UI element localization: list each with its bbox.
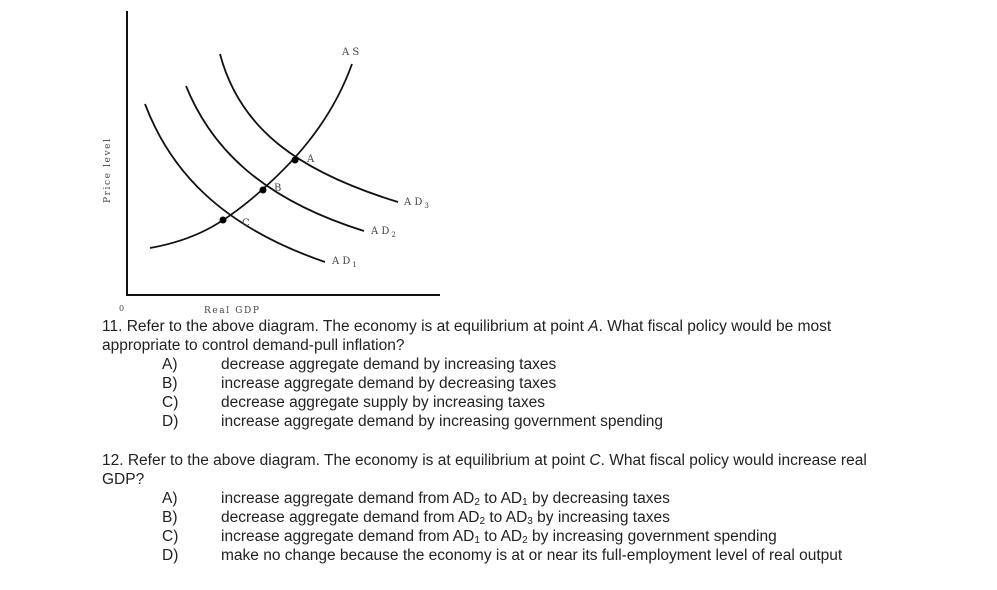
q12-option-c[interactable]: C) increase aggregate demand from $AD_1$ to $AD_2$ by increasing government spending — [162, 528, 777, 546]
ad2-label: A D $_2$ — [371, 226, 396, 239]
q12-option-a[interactable]: A) increase aggregate demand from $AD_2$ to $AD_1$ by decreasing taxes — [162, 490, 670, 508]
as-curve — [150, 64, 352, 248]
q11-option-a[interactable]: A) decrease aggregate demand by increasing taxes — [162, 356, 557, 373]
q12-option-d[interactable]: D) make no change because the economy is at or near its full-employment level of real output — [162, 547, 843, 564]
point-c-dot — [220, 217, 227, 224]
q12-option-b[interactable]: B) decrease aggregate demand from $AD_2$ to $AD_3$ by increasing taxes — [162, 509, 670, 527]
question-11-prompt: 11. Refer to the above diagram. The economy is at equilibrium at point A. What fiscal policy would be most appropriate to control demand-pull inflation? — [102, 318, 832, 354]
ad1-curve — [145, 104, 325, 262]
point-a-dot — [292, 157, 299, 164]
question-12 — [102, 451, 892, 565]
point-c-label: C — [242, 218, 250, 229]
point-b-dot — [260, 187, 267, 194]
question-11 — [102, 317, 892, 431]
as-label: A S — [342, 47, 360, 58]
origin-label: 0 — [119, 304, 125, 313]
q11-option-d[interactable]: D) increase aggregate demand by increasing government spending — [162, 413, 664, 430]
ad2-curve — [186, 86, 364, 231]
y-axis-label: Price level — [103, 137, 113, 203]
x-axis-label: Real GDP — [204, 306, 261, 316]
ad3-label: A D $_3$ — [404, 197, 429, 210]
point-b-label: B — [274, 183, 282, 194]
aggregate-demand-supply-diagram — [0, 0, 460, 320]
ad3-curve — [220, 54, 398, 202]
question-12-prompt: 12. Refer to the above diagram. The economy is at equilibrium at point C. What fiscal policy would increase real GDP? — [102, 452, 867, 488]
point-a-label: A — [307, 154, 315, 165]
ad1-label: A D $_1$ — [332, 256, 357, 269]
q11-option-c[interactable]: C) decrease aggregate supply by increasing taxes — [162, 394, 545, 411]
q11-option-b[interactable]: B) increase aggregate demand by decreasing taxes — [162, 375, 557, 392]
